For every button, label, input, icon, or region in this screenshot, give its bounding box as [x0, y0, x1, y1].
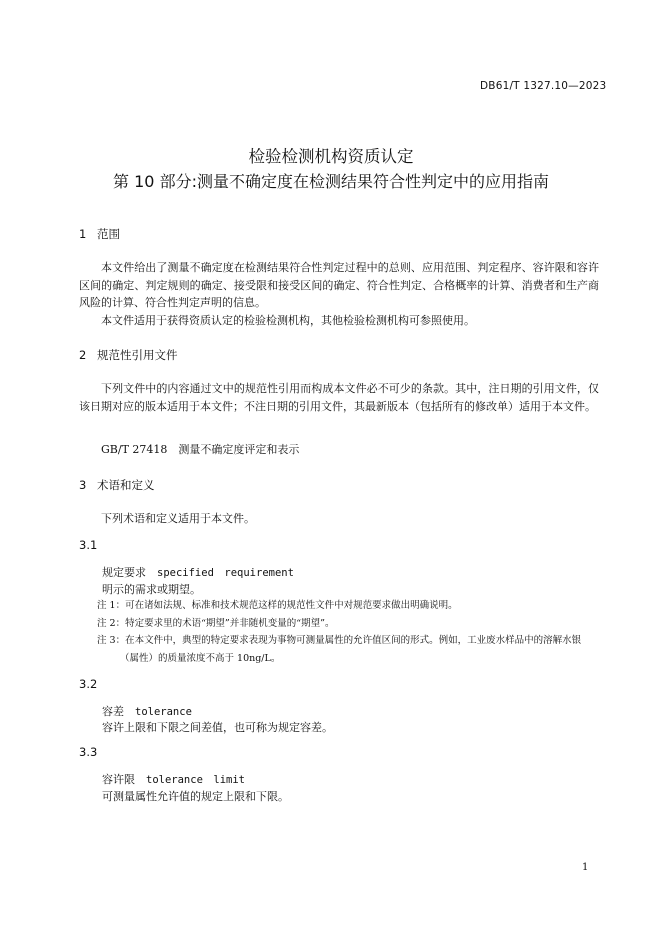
section-title: 范围 [97, 227, 120, 241]
section-title: 术语和定义 [97, 478, 155, 492]
section-number: 2 [79, 348, 87, 362]
standard-number: DB61/T 1327.10—2023 [480, 80, 607, 92]
section-number: 3 [79, 478, 87, 492]
term-en: specified requirement [157, 567, 294, 579]
term-definition: 明示的需求或期望。 [102, 583, 201, 596]
term-number: 3.1 [79, 538, 98, 552]
term-en: tolerance [135, 706, 192, 718]
section-number: 1 [79, 227, 87, 241]
paragraph: 下列文件中的内容通过文中的规范性引用而构成本文件必不可少的条款。其中，注日期的引用文件，仅该日期对应的版本适用于本文件；不注日期的引用文件，其最新版本（包括所有的修改单）适用于本文件。 [79, 382, 599, 413]
term-notes [97, 597, 599, 667]
term-en: tolerance limit [146, 774, 246, 786]
page-number: 1 [582, 862, 589, 873]
term-zh: 规定要求 [102, 566, 146, 579]
normative-reference [79, 441, 599, 459]
term-definition: 可测量属性允许值的规定上限和下限。 [102, 790, 289, 803]
section-heading-2 [79, 347, 178, 363]
document-title-line1: 检验检测机构资质认定 [248, 147, 414, 166]
paragraph: 下列术语和定义适用于本文件。 [101, 512, 255, 525]
term-heading [102, 771, 245, 787]
section-2-body [79, 380, 599, 415]
term-definition: 容许上限和下限之间差值，也可称为规定容差。 [102, 721, 333, 734]
term-zh: 容许限 [102, 773, 135, 786]
paragraph: 本文件给出了测量不确定度在检测结果符合性判定过程中的总则、应用范围、判定程序、容许限和容许区间的确定、判定规则的确定、接受限和接受区间的确定、符合性判定、合格概率的计算、消费者和生产商风险的计算、符合性判定声明的信息。 [79, 261, 599, 309]
section-1-body [79, 259, 599, 329]
section-title: 规范性引用文件 [97, 348, 178, 362]
paragraph: 本文件适用于获得资质认定的检验检测机构，其他检验检测机构可参照使用。 [101, 313, 475, 327]
note-3: 注 3：在本文件中，典型的特定要求表现为事物可测量属性的允许值区间的形式。例如，工业废水样品中的溶解水银（属性）的质量浓度不高于 10ng/L。 [97, 635, 582, 664]
document-title-line2: 第 10 部分:测量不确定度在检测结果符合性判定中的应用指南 [113, 172, 549, 191]
section-heading-1 [79, 226, 120, 242]
term-number: 3.2 [79, 677, 98, 691]
term-number: 3.3 [79, 745, 98, 759]
term-heading [102, 703, 192, 719]
note-1: 注 1：可在诸如法规、标准和技术规范这样的规范性文件中对规范要求做出明确说明。 [97, 600, 458, 611]
section-heading-3 [79, 477, 155, 493]
term-heading [102, 564, 294, 580]
term-zh: 容差 [102, 705, 124, 718]
note-2: 注 2：特定要求里的术语“期望”并非随机变量的“期望”。 [97, 617, 335, 629]
reference-item: GB/T 27418 测量不确定度评定和表示 [101, 443, 300, 456]
section-3-body [79, 510, 599, 528]
